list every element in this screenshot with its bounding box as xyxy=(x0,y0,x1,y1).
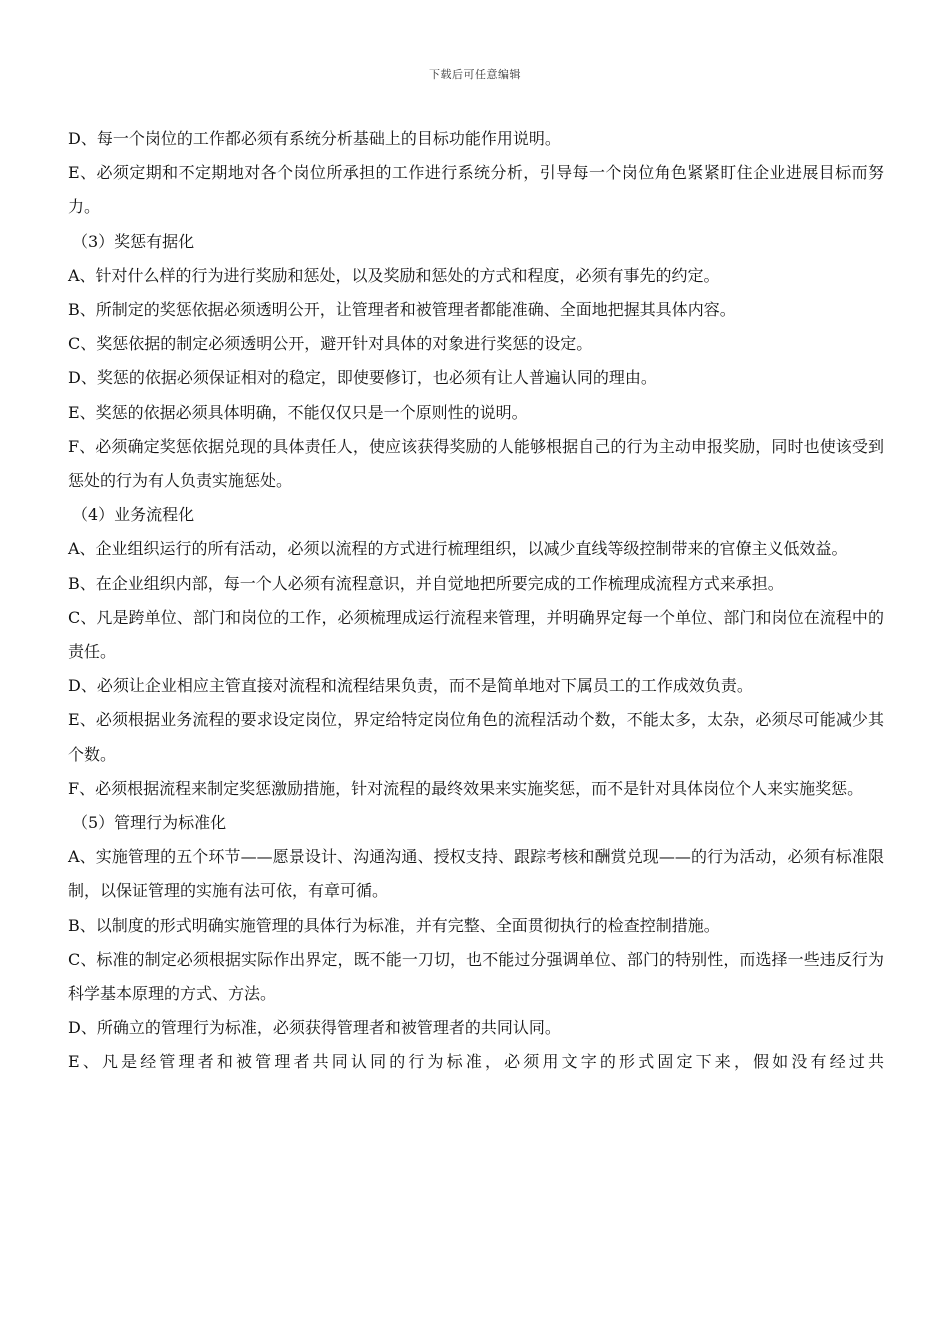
paragraph: D、每一个岗位的工作都必须有系统分析基础上的目标功能作用说明。 xyxy=(68,129,561,148)
paragraph: D、必须让企业相应主管直接对流程和流程结果负责，而不是简单地对下属员工的工作成效负责。 xyxy=(68,676,753,696)
section-heading: （3）奖惩有据化 xyxy=(72,231,195,251)
paragraph: A、针对什么样的行为进行奖励和惩处，以及奖励和惩处的方式和程度，必须有事先的约定。 xyxy=(68,265,720,285)
paragraph: A、企业组织运行的所有活动，必须以流程的方式进行梳理组织，以减少直线等级控制带来的官僚主义低效益。 xyxy=(68,539,848,559)
paragraph: C、凡是跨单位、部门和岗位的工作，必须梳理成运行流程来管理，并明确界定每一个单位、部门和岗位在流程中的责任。 xyxy=(68,607,884,662)
paragraph: B、在企业组织内部，每一个人必须有流程意识，并自觉地把所要完成的工作梳理成流程方式来承担。 xyxy=(68,573,784,593)
document-body xyxy=(68,122,884,1080)
section-heading: （5）管理行为标准化 xyxy=(72,813,227,833)
section-heading: （4）业务流程化 xyxy=(72,505,195,525)
paragraph: F、必须根据流程来制定奖惩激励措施，针对流程的最终效果来实施奖惩，而不是针对具体岗位个人来实施奖惩。 xyxy=(68,778,864,798)
paragraph: D、所确立的管理行为标准，必须获得管理者和被管理者的共同认同。 xyxy=(68,1018,561,1038)
paragraph: E、凡是经管理者和被管理者共同认同的行为标准，必须用文字的形式固定下来，假如没有经过共 xyxy=(68,1052,884,1072)
paragraph: F、必须确定奖惩依据兑现的具体责任人，使应该获得奖励的人能够根据自己的行为主动申报奖励，同时也使该受到惩处的行为有人负责实施惩处。 xyxy=(68,436,884,491)
paragraph: E、奖惩的依据必须具体明确，不能仅仅只是一个原则性的说明。 xyxy=(68,402,528,422)
paragraph: B、所制定的奖惩依据必须透明公开，让管理者和被管理者都能准确、全面地把握其具体内容。 xyxy=(68,300,736,320)
paragraph: D、奖惩的依据必须保证相对的稳定，即使要修订，也必须有让人普遍认同的理由。 xyxy=(68,368,657,388)
page-header-note: 下载后可任意编辑 xyxy=(429,68,521,81)
paragraph: C、奖惩依据的制定必须透明公开，避开针对具体的对象进行奖惩的设定。 xyxy=(68,334,593,354)
paragraph: B、以制度的形式明确实施管理的具体行为标准，并有完整、全面贯彻执行的检查控制措施。 xyxy=(68,915,720,935)
paragraph: A、实施管理的五个环节——愿景设计、沟通沟通、授权支持、跟踪考核和酬赏兑现——的行为活动，必须有标准限制，以保证管理的实施有法可依，有章可循。 xyxy=(68,847,884,901)
paragraph: E、必须定期和不定期地对各个岗位所承担的工作进行系统分析，引导每一个岗位角色紧紧盯住企业进展目标而努力。 xyxy=(68,163,884,217)
paragraph: C、标准的制定必须根据实际作出界定，既不能一刀切，也不能过分强调单位、部门的特别性，而选择一些违反行为科学基本原理的方式、方法。 xyxy=(68,949,884,1004)
paragraph: E、必须根据业务流程的要求设定岗位，界定给特定岗位角色的流程活动个数，不能太多，太杂，必须尽可能减少其个数。 xyxy=(68,710,884,764)
